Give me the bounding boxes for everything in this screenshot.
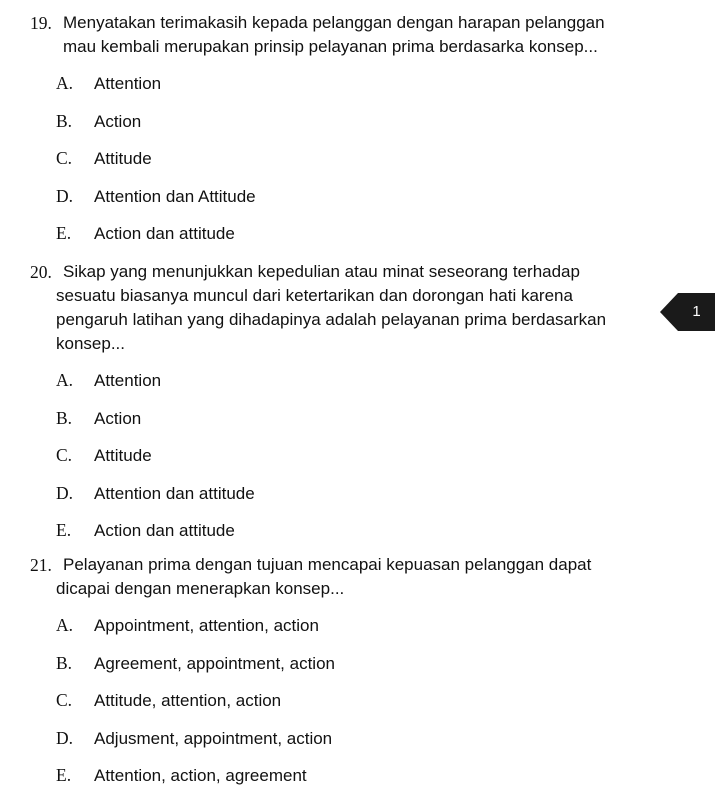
option-letter: A. [56,73,74,93]
option-text: Attention dan attitude [94,483,255,503]
option-letter: E. [56,765,72,785]
question-text-line: Menyatakan terimakasih kepada pelanggan dengan harapan pelanggan [63,13,605,32]
option-a[interactable] [30,370,660,408]
question-text-line: Pelayanan prima dengan tujuan mencapai kepuasan pelanggan dapat [63,555,592,574]
option-b[interactable] [30,653,660,691]
option-text: Action dan attitude [94,224,235,243]
question-stem [30,553,660,601]
option-letter: E. [56,520,72,540]
option-letter: B. [56,110,73,131]
option-c[interactable] [30,690,660,728]
option-letter: B. [56,407,73,428]
option-c[interactable] [30,148,660,186]
option-text: Attention dan Attitude [94,186,256,206]
option-text: Agreement, appointment, action [94,653,335,673]
option-text: Action dan attitude [94,521,235,540]
question-text-line: konsep... [56,334,125,353]
question-stem [30,11,660,59]
question-19 [30,11,660,261]
option-letter: D. [56,482,74,503]
option-text: Appointment, attention, action [94,616,319,635]
question-number: 20. [30,262,52,282]
option-letter: D. [56,185,74,206]
page-number-label: 1 [692,303,701,320]
question-number: 19. [30,13,52,33]
option-a[interactable] [30,73,660,111]
option-list [30,73,660,261]
question-text-line: Sikap yang menunjukkan kepedulian atau minat seseorang terhadap [63,262,580,281]
option-d[interactable] [30,483,660,521]
option-e[interactable] [30,520,660,558]
option-letter: C. [56,148,73,168]
option-letter: C. [56,445,73,465]
question-text-line: sesuatu biasanya muncul dari ketertarikan dan dorongan hati karena [56,286,573,305]
option-letter: E. [56,223,72,243]
question-text-line: mau kembali merupakan prinsip pelayanan prima berdasarka konsep... [63,37,598,56]
option-b[interactable] [30,111,660,149]
option-d[interactable] [30,186,660,224]
question-20 [30,260,660,558]
option-d[interactable] [30,728,660,766]
option-a[interactable] [30,615,660,653]
option-list [30,615,660,803]
option-letter: A. [56,370,74,390]
option-text: Attention [94,371,162,390]
option-e[interactable] [30,223,660,261]
page-number-badge [660,293,715,331]
question-stem [30,260,660,356]
option-text: Action [94,111,142,131]
option-text: Attitude [94,446,152,465]
question-text-line: pengaruh latihan yang dihadapinya adalah pelayanan prima berdasarkan [56,310,607,329]
option-letter: B. [56,652,73,673]
option-text: Attitude, attention, action [94,691,282,710]
option-text: Attitude [94,149,152,168]
option-letter: D. [56,727,74,748]
option-text: Action [94,408,142,428]
option-letter: C. [56,690,73,710]
option-e[interactable] [30,765,660,803]
option-text: Attention, action, agreement [94,766,307,785]
option-b[interactable] [30,408,660,446]
question-text-line: dicapai dengan menerapkan konsep... [56,579,345,598]
option-c[interactable] [30,445,660,483]
question-number: 21. [30,555,52,575]
option-list [30,370,660,558]
question-21 [30,553,660,803]
option-text: Attention [94,74,162,93]
option-text: Adjusment, appointment, action [94,728,333,748]
option-letter: A. [56,615,74,635]
